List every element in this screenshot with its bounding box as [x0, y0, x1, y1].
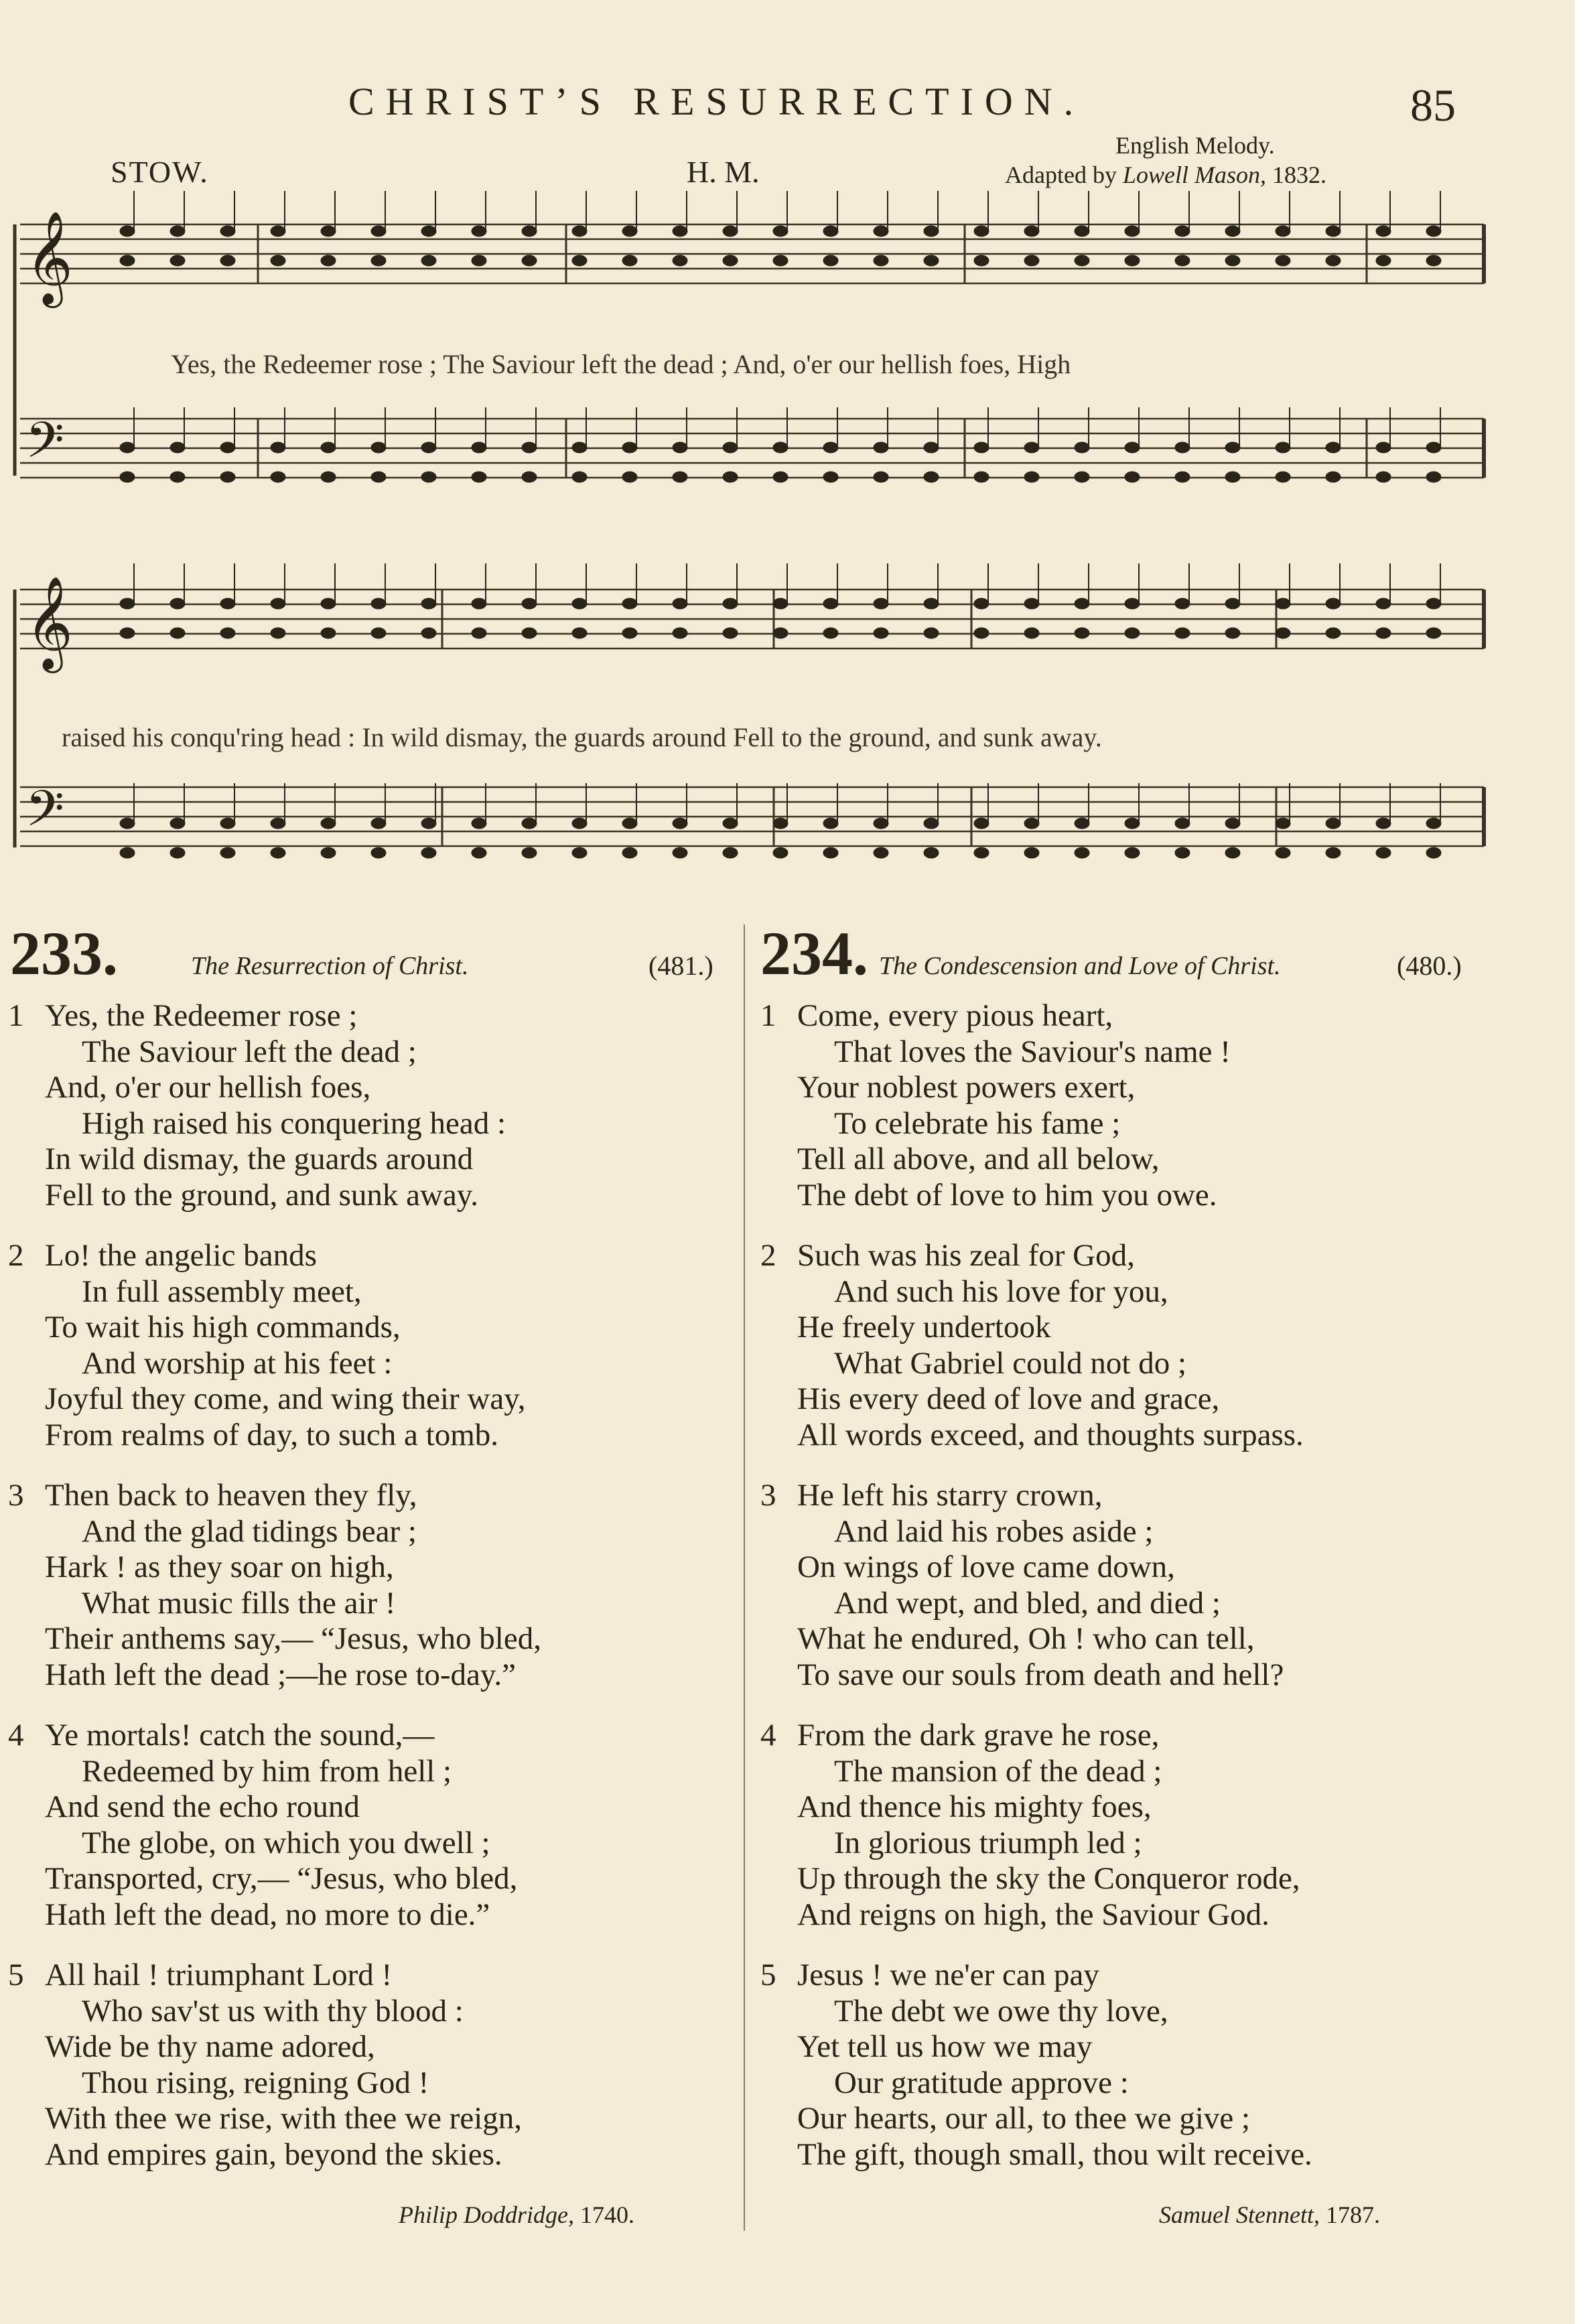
- verse-text: All words exceed, and thoughts surpass.: [797, 1417, 1304, 1452]
- verse-text: And empires gain, beyond the skies.: [45, 2136, 502, 2172]
- verse-text: And laid his robes aside ;: [834, 1513, 1154, 1549]
- verse-text: And wept, and bled, and died ;: [834, 1585, 1221, 1621]
- author-name: Philip Doddridge,: [399, 2201, 574, 2228]
- verse-text: Who sav'st us with thy blood :: [82, 1993, 464, 2029]
- verse-line: [8, 1106, 732, 1142]
- verse-line: [8, 998, 732, 1034]
- verse-text: From realms of day, to such a tomb.: [45, 1417, 499, 1452]
- music-lyric-line-1: Yes, the Redeemer rose ; The Saviour left the dead ; And, o'er our hellish foes, High: [171, 349, 1071, 379]
- verse: [8, 998, 732, 1213]
- verse-text: On wings of love came down,: [797, 1550, 1175, 1584]
- verse-text: He left his starry crown,: [797, 1478, 1103, 1513]
- verse-number: 5: [760, 1958, 776, 1992]
- verse-text: The mansion of the dead ;: [834, 1753, 1162, 1789]
- verse-text: And worship at his feet :: [82, 1345, 393, 1381]
- verse-line: [8, 2029, 732, 2065]
- verse-line: [760, 1381, 1564, 1418]
- verse-line: [8, 1958, 732, 1994]
- verse-text: The debt of love to him you owe.: [797, 1177, 1217, 1213]
- verse-text: Hath left the dead, no more to die.”: [45, 1897, 490, 1932]
- verse-number: 2: [8, 1238, 24, 1273]
- verse-line: [8, 1514, 732, 1550]
- verse-text: All hail ! triumphant Lord !: [45, 1958, 393, 1992]
- verse-line: [8, 1070, 732, 1106]
- verse-line: [760, 2101, 1564, 2137]
- verse-text: Our hearts, our all, to thee we give ;: [797, 2101, 1251, 2136]
- verse-text: Up through the sky the Conqueror rode,: [797, 1861, 1300, 1896]
- verse-line: [8, 1142, 732, 1178]
- verse-text: That loves the Saviour's name !: [834, 1034, 1231, 1069]
- tune-name: STOW.: [111, 155, 209, 189]
- verse-line: [8, 1718, 732, 1754]
- verse-line: [8, 2101, 732, 2137]
- verse-line: [760, 1034, 1564, 1071]
- verse-line: [760, 1274, 1564, 1310]
- verse-text: Joyful they come, and wing their way,: [45, 1381, 526, 1416]
- tune-source: English Melody.: [1115, 132, 1275, 159]
- verse-text: Redeemed by him from hell ;: [82, 1753, 452, 1789]
- verse-line: [760, 2029, 1564, 2065]
- verse-line: [760, 1514, 1564, 1550]
- verse-line: [760, 1958, 1564, 1994]
- hymn-reference: (480.): [1397, 951, 1462, 981]
- verse-line: [8, 1789, 732, 1826]
- verse-text: And, o'er our hellish foes,: [45, 1070, 371, 1105]
- verse-line: [760, 1826, 1564, 1862]
- running-title: CHRIST’S RESURRECTION.: [348, 80, 1085, 123]
- verse-text: To celebrate his fame ;: [834, 1105, 1121, 1141]
- verse-line: [760, 1310, 1564, 1346]
- verse-line: [760, 1418, 1564, 1454]
- verse-text: In wild dismay, the guards around: [45, 1142, 474, 1176]
- verse-text: Ye mortals! catch the sound,—: [45, 1718, 435, 1753]
- verse-line: [8, 1310, 732, 1346]
- music-lyric-line-2: raised his conqu'ring head : In wild dismay, the guards around Fell to the ground, and sunk away.: [62, 722, 1102, 752]
- verse-number: 4: [760, 1718, 776, 1753]
- verse-line: [760, 1178, 1564, 1214]
- verse-line: [760, 1142, 1564, 1178]
- verse-text: In glorious triumph led ;: [834, 1825, 1142, 1860]
- verse-line: [8, 1418, 732, 1454]
- verse-text: Jesus ! we ne'er can pay: [797, 1958, 1099, 1992]
- verse-line: [8, 1034, 732, 1071]
- verse-line: [760, 1994, 1564, 2030]
- verse-line: [760, 2065, 1564, 2102]
- verse: [760, 998, 1564, 1213]
- verse-line: [8, 1178, 732, 1214]
- hymn-233: [10, 918, 118, 989]
- page-number: 85: [1410, 80, 1456, 131]
- verse-text: Thou rising, reigning God !: [82, 2065, 429, 2100]
- verse-text: He freely undertook: [797, 1310, 1051, 1345]
- hymn-title: The Condescension and Love of Christ.: [879, 952, 1281, 980]
- verse-text: Such was his zeal for God,: [797, 1238, 1135, 1273]
- verse-line: [8, 1238, 732, 1274]
- verse-text: The globe, on which you dwell ;: [82, 1825, 490, 1860]
- verse-text: And the glad tidings bear ;: [82, 1513, 417, 1549]
- verse-text: Yet tell us how we may: [797, 2029, 1093, 2064]
- music-score: [0, 188, 1575, 911]
- verse-text: Come, every pious heart,: [797, 998, 1113, 1033]
- author-year: 1740.: [579, 2201, 634, 2228]
- verse: [8, 1478, 732, 1693]
- hymn-author: [1159, 2201, 1380, 2229]
- verse-line: [8, 1621, 732, 1657]
- verse-text: What he endured, Oh ! who can tell,: [797, 1621, 1255, 1656]
- verse-text: And reigns on high, the Saviour God.: [797, 1897, 1270, 1932]
- verse-line: [8, 1346, 732, 1382]
- adapter-name: Lowell Mason,: [1122, 161, 1266, 188]
- verse-text: To save our souls from death and hell?: [797, 1657, 1284, 1692]
- hymn-233-verses: [8, 998, 732, 2197]
- verse-line: [760, 1586, 1564, 1622]
- verse-line: [760, 1657, 1564, 1694]
- svg-text:𝄢: 𝄢: [25, 411, 64, 482]
- verse-text: To wait his high commands,: [45, 1310, 401, 1345]
- verse-text: And such his love for you,: [834, 1274, 1168, 1309]
- verse-line: [760, 1238, 1564, 1274]
- verse-text: Transported, cry,— “Jesus, who bled,: [45, 1861, 518, 1896]
- verse-text: With thee we rise, with thee we reign,: [45, 2101, 522, 2136]
- verse-text: Your noblest powers exert,: [797, 1070, 1136, 1105]
- verse-text: In full assembly meet,: [82, 1274, 362, 1309]
- verse-text: Fell to the ground, and sunk away.: [45, 1177, 479, 1213]
- verse-text: Then back to heaven they fly,: [45, 1478, 417, 1513]
- verse-line: [760, 1346, 1564, 1382]
- verse-text: The gift, though small, thou wilt receive.: [797, 2136, 1312, 2172]
- verse-line: [8, 1586, 732, 1622]
- verse-line: [760, 2137, 1564, 2173]
- verse: [8, 1238, 732, 1453]
- author-name: Samuel Stennett,: [1159, 2201, 1320, 2228]
- author-year: 1787.: [1325, 2201, 1380, 2228]
- verse-text: Our gratitude approve :: [834, 2065, 1129, 2100]
- svg-text:𝄞: 𝄞: [25, 576, 73, 669]
- verse: [760, 1238, 1564, 1453]
- verse-number: 2: [760, 1238, 776, 1273]
- adapted-prefix: Adapted by: [1005, 161, 1117, 188]
- verse-line: [8, 1550, 732, 1586]
- tune-meter: H. M.: [687, 155, 760, 189]
- verse-line: [760, 1718, 1564, 1754]
- verse-number: 3: [8, 1478, 24, 1513]
- verse-line: [760, 1754, 1564, 1790]
- verse: [760, 1958, 1564, 2173]
- verse-text: The debt we owe thy love,: [834, 1993, 1168, 2029]
- verse-line: [8, 1657, 732, 1694]
- verse-text: High raised his conquering head :: [82, 1105, 506, 1141]
- verse-text: Hark ! as they soar on high,: [45, 1550, 394, 1584]
- verse: [8, 1958, 732, 2173]
- verse-line: [8, 1861, 732, 1897]
- verse-text: Hath left the dead ;—he rose to-day.”: [45, 1657, 516, 1692]
- verse-number: 3: [760, 1478, 776, 1513]
- verse-text: Yes, the Redeemer rose ;: [45, 998, 358, 1033]
- verse-text: Wide be thy name adored,: [45, 2029, 375, 2064]
- verse-text: What Gabriel could not do ;: [834, 1345, 1186, 1381]
- verse-line: [8, 1826, 732, 1862]
- verse-text: And send the echo round: [45, 1789, 360, 1824]
- verse-line: [8, 1478, 732, 1514]
- verse-line: [8, 1994, 732, 2030]
- verse-line: [760, 1621, 1564, 1657]
- verse-line: [8, 2137, 732, 2173]
- verse-text: Their anthems say,— “Jesus, who bled,: [45, 1621, 541, 1656]
- verse: [760, 1718, 1564, 1933]
- hymn-reference: (481.): [648, 951, 713, 981]
- verse: [8, 1718, 732, 1933]
- verse-text: His every deed of love and grace,: [797, 1381, 1220, 1416]
- verse-line: [760, 998, 1564, 1034]
- tune-adapter-credit: [1005, 161, 1326, 189]
- hymn-author: [399, 2201, 634, 2229]
- verse-number: 1: [760, 998, 776, 1033]
- hymn-number: 233.: [10, 919, 118, 987]
- verse-line: [760, 1550, 1564, 1586]
- verse-number: 5: [8, 1958, 24, 1992]
- verse-line: [8, 1897, 732, 1933]
- verse-text: From the dark grave he rose,: [797, 1718, 1160, 1753]
- verse-line: [760, 1897, 1564, 1933]
- hymn-234-verses: [760, 998, 1564, 2197]
- verse-line: [760, 1478, 1564, 1514]
- verse-line: [760, 1789, 1564, 1826]
- verse-line: [760, 1070, 1564, 1106]
- svg-text:𝄢: 𝄢: [25, 780, 64, 850]
- column-divider: [744, 925, 745, 2231]
- verse-number: 4: [8, 1718, 24, 1753]
- verse-text: The Saviour left the dead ;: [82, 1034, 417, 1069]
- verse-number: 1: [8, 998, 24, 1033]
- verse-line: [8, 1754, 732, 1790]
- verse-line: [760, 1861, 1564, 1897]
- hymn-number: 234.: [760, 919, 868, 987]
- verse-text: What music fills the air !: [82, 1585, 396, 1621]
- hymn-title: The Resurrection of Christ.: [191, 952, 469, 980]
- verse-line: [8, 1274, 732, 1310]
- adapter-year: 1832.: [1272, 161, 1326, 188]
- verse-text: Tell all above, and all below,: [797, 1142, 1160, 1176]
- svg-text:𝄞: 𝄞: [25, 211, 73, 304]
- verse-line: [8, 2065, 732, 2102]
- hymn-234: [760, 918, 868, 989]
- verse-text: And thence his mighty foes,: [797, 1789, 1152, 1824]
- verse: [760, 1478, 1564, 1693]
- verse-line: [760, 1106, 1564, 1142]
- verse-line: [8, 1381, 732, 1418]
- verse-text: Lo! the angelic bands: [45, 1238, 317, 1273]
